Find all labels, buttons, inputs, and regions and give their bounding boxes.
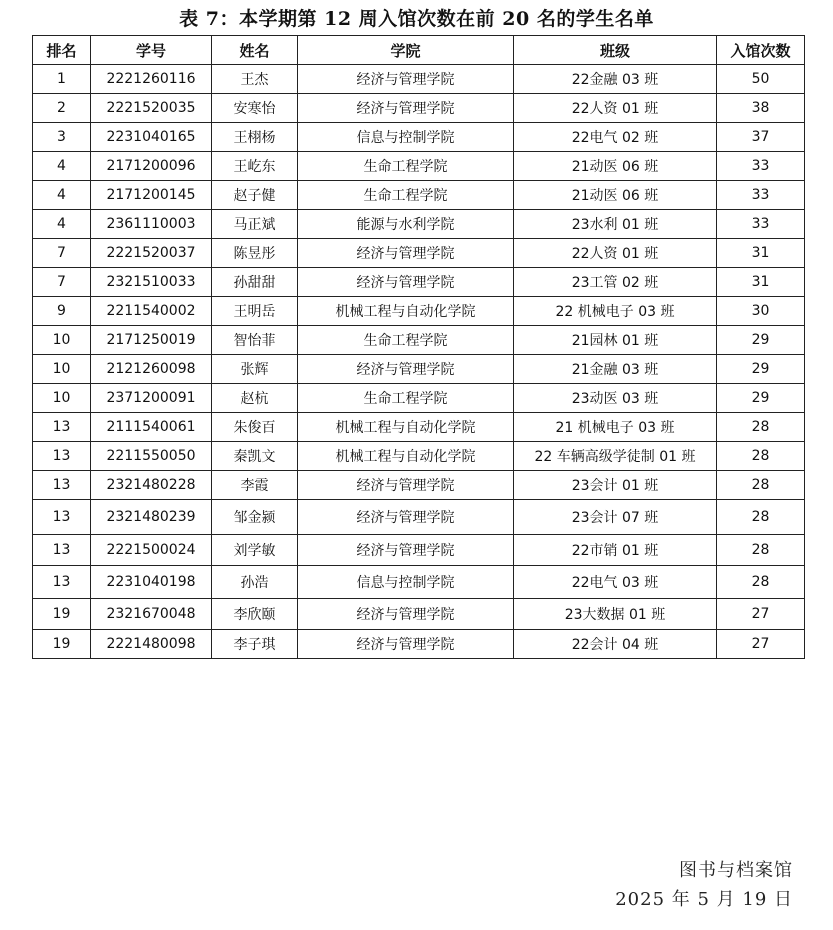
table-row bbox=[33, 384, 805, 413]
cell-rank: 3 bbox=[33, 123, 91, 152]
cell-name: 秦凯文 bbox=[212, 442, 298, 471]
cell-name: 朱俊百 bbox=[212, 413, 298, 442]
cell-visit-count: 28 bbox=[717, 442, 805, 471]
table-row bbox=[33, 442, 805, 471]
cell-class: 23大数据 01 班 bbox=[514, 599, 717, 630]
header-class: 班级 bbox=[514, 36, 717, 65]
cell-name: 王明岳 bbox=[212, 297, 298, 326]
cell-college: 机械工程与自动化学院 bbox=[298, 442, 514, 471]
table-row bbox=[33, 65, 805, 94]
header-student-id: 学号 bbox=[91, 36, 212, 65]
cell-student-id: 2221520037 bbox=[91, 239, 212, 268]
cell-class: 23工管 02 班 bbox=[514, 268, 717, 297]
header-visit-count: 入馆次数 bbox=[717, 36, 805, 65]
cell-college: 经济与管理学院 bbox=[298, 65, 514, 94]
table-row bbox=[33, 152, 805, 181]
cell-class: 23会计 07 班 bbox=[514, 500, 717, 535]
cell-student-id: 2221520035 bbox=[91, 94, 212, 123]
cell-visit-count: 29 bbox=[717, 384, 805, 413]
cell-rank: 13 bbox=[33, 442, 91, 471]
cell-class: 22市销 01 班 bbox=[514, 535, 717, 566]
cell-name: 安寒怡 bbox=[212, 94, 298, 123]
cell-student-id: 2221500024 bbox=[91, 535, 212, 566]
table-row bbox=[33, 471, 805, 500]
cell-student-id: 2211540002 bbox=[91, 297, 212, 326]
student-ranking-table bbox=[32, 35, 805, 659]
cell-name: 邹金颍 bbox=[212, 500, 298, 535]
cell-college: 生命工程学院 bbox=[298, 181, 514, 210]
table-row bbox=[33, 268, 805, 297]
cell-college: 生命工程学院 bbox=[298, 152, 514, 181]
cell-college: 生命工程学院 bbox=[298, 384, 514, 413]
cell-visit-count: 33 bbox=[717, 181, 805, 210]
cell-student-id: 2321480228 bbox=[91, 471, 212, 500]
cell-name: 李子琪 bbox=[212, 630, 298, 659]
cell-visit-count: 31 bbox=[717, 268, 805, 297]
cell-rank: 19 bbox=[33, 599, 91, 630]
cell-name: 刘学敏 bbox=[212, 535, 298, 566]
cell-class: 22电气 02 班 bbox=[514, 123, 717, 152]
table-row bbox=[33, 355, 805, 384]
cell-student-id: 2221480098 bbox=[91, 630, 212, 659]
cell-student-id: 2171200145 bbox=[91, 181, 212, 210]
cell-class: 21 机械电子 03 班 bbox=[514, 413, 717, 442]
cell-name: 智怡菲 bbox=[212, 326, 298, 355]
cell-visit-count: 29 bbox=[717, 355, 805, 384]
cell-college: 经济与管理学院 bbox=[298, 630, 514, 659]
cell-class: 23会计 01 班 bbox=[514, 471, 717, 500]
cell-class: 21园林 01 班 bbox=[514, 326, 717, 355]
cell-name: 孙甜甜 bbox=[212, 268, 298, 297]
cell-college: 信息与控制学院 bbox=[298, 123, 514, 152]
cell-rank: 4 bbox=[33, 152, 91, 181]
cell-college: 机械工程与自动化学院 bbox=[298, 297, 514, 326]
cell-rank: 7 bbox=[33, 239, 91, 268]
cell-rank: 13 bbox=[33, 535, 91, 566]
cell-rank: 10 bbox=[33, 384, 91, 413]
cell-class: 22金融 03 班 bbox=[514, 65, 717, 94]
cell-college: 信息与控制学院 bbox=[298, 566, 514, 599]
table-row bbox=[33, 210, 805, 239]
cell-student-id: 2321670048 bbox=[91, 599, 212, 630]
cell-class: 23动医 03 班 bbox=[514, 384, 717, 413]
table-row bbox=[33, 297, 805, 326]
cell-class: 21动医 06 班 bbox=[514, 181, 717, 210]
cell-class: 21动医 06 班 bbox=[514, 152, 717, 181]
cell-student-id: 2211550050 bbox=[91, 442, 212, 471]
cell-rank: 7 bbox=[33, 268, 91, 297]
cell-name: 赵杭 bbox=[212, 384, 298, 413]
cell-student-id: 2371200091 bbox=[91, 384, 212, 413]
cell-name: 王栩杨 bbox=[212, 123, 298, 152]
cell-rank: 10 bbox=[33, 355, 91, 384]
cell-rank: 13 bbox=[33, 471, 91, 500]
table-row bbox=[33, 500, 805, 535]
cell-class: 22 车辆高级学徒制 01 班 bbox=[514, 442, 717, 471]
table-row bbox=[33, 599, 805, 630]
cell-class: 22电气 03 班 bbox=[514, 566, 717, 599]
cell-name: 孙浩 bbox=[212, 566, 298, 599]
cell-name: 赵子健 bbox=[212, 181, 298, 210]
cell-student-id: 2221260116 bbox=[91, 65, 212, 94]
cell-name: 马正斌 bbox=[212, 210, 298, 239]
cell-visit-count: 31 bbox=[717, 239, 805, 268]
cell-visit-count: 28 bbox=[717, 413, 805, 442]
cell-rank: 1 bbox=[33, 65, 91, 94]
cell-visit-count: 27 bbox=[717, 630, 805, 659]
cell-name: 李霞 bbox=[212, 471, 298, 500]
cell-class: 22会计 04 班 bbox=[514, 630, 717, 659]
cell-visit-count: 38 bbox=[717, 94, 805, 123]
table-row bbox=[33, 123, 805, 152]
cell-student-id: 2171250019 bbox=[91, 326, 212, 355]
cell-name: 王杰 bbox=[212, 65, 298, 94]
cell-college: 经济与管理学院 bbox=[298, 355, 514, 384]
cell-name: 张辉 bbox=[212, 355, 298, 384]
cell-visit-count: 29 bbox=[717, 326, 805, 355]
cell-name: 李欣颐 bbox=[212, 599, 298, 630]
cell-visit-count: 28 bbox=[717, 500, 805, 535]
cell-college: 生命工程学院 bbox=[298, 326, 514, 355]
table-body bbox=[33, 65, 805, 659]
cell-class: 23水利 01 班 bbox=[514, 210, 717, 239]
cell-student-id: 2361110003 bbox=[91, 210, 212, 239]
cell-college: 能源与水利学院 bbox=[298, 210, 514, 239]
table-row bbox=[33, 181, 805, 210]
cell-visit-count: 30 bbox=[717, 297, 805, 326]
cell-college: 经济与管理学院 bbox=[298, 535, 514, 566]
cell-class: 21金融 03 班 bbox=[514, 355, 717, 384]
cell-visit-count: 50 bbox=[717, 65, 805, 94]
header-rank: 排名 bbox=[33, 36, 91, 65]
cell-rank: 13 bbox=[33, 413, 91, 442]
cell-visit-count: 28 bbox=[717, 471, 805, 500]
cell-student-id: 2231040165 bbox=[91, 123, 212, 152]
cell-college: 经济与管理学院 bbox=[298, 599, 514, 630]
cell-visit-count: 27 bbox=[717, 599, 805, 630]
cell-student-id: 2321510033 bbox=[91, 268, 212, 297]
table-row bbox=[33, 535, 805, 566]
cell-college: 机械工程与自动化学院 bbox=[298, 413, 514, 442]
cell-student-id: 2111540061 bbox=[91, 413, 212, 442]
cell-name: 王屹东 bbox=[212, 152, 298, 181]
cell-college: 经济与管理学院 bbox=[298, 471, 514, 500]
footer-department: 图书与档案馆 bbox=[679, 860, 793, 881]
table-row bbox=[33, 239, 805, 268]
cell-rank: 13 bbox=[33, 500, 91, 535]
cell-student-id: 2321480239 bbox=[91, 500, 212, 535]
cell-college: 经济与管理学院 bbox=[298, 500, 514, 535]
cell-rank: 13 bbox=[33, 566, 91, 599]
cell-visit-count: 33 bbox=[717, 210, 805, 239]
header-college: 学院 bbox=[298, 36, 514, 65]
table-header-row bbox=[33, 36, 805, 65]
cell-class: 22 机械电子 03 班 bbox=[514, 297, 717, 326]
cell-visit-count: 28 bbox=[717, 566, 805, 599]
cell-rank: 19 bbox=[33, 630, 91, 659]
table-row bbox=[33, 326, 805, 355]
header-name: 姓名 bbox=[212, 36, 298, 65]
cell-name: 陈昱彤 bbox=[212, 239, 298, 268]
table-row bbox=[33, 413, 805, 442]
cell-rank: 9 bbox=[33, 297, 91, 326]
cell-class: 22人资 01 班 bbox=[514, 94, 717, 123]
cell-class: 22人资 01 班 bbox=[514, 239, 717, 268]
footer-date: 2025 年 5 月 19 日 bbox=[615, 889, 793, 910]
cell-visit-count: 28 bbox=[717, 535, 805, 566]
table-row bbox=[33, 94, 805, 123]
cell-student-id: 2121260098 bbox=[91, 355, 212, 384]
cell-college: 经济与管理学院 bbox=[298, 268, 514, 297]
cell-student-id: 2231040198 bbox=[91, 566, 212, 599]
cell-rank: 2 bbox=[33, 94, 91, 123]
cell-college: 经济与管理学院 bbox=[298, 94, 514, 123]
cell-rank: 4 bbox=[33, 210, 91, 239]
cell-rank: 10 bbox=[33, 326, 91, 355]
cell-visit-count: 33 bbox=[717, 152, 805, 181]
cell-visit-count: 37 bbox=[717, 123, 805, 152]
table-row bbox=[33, 566, 805, 599]
cell-student-id: 2171200096 bbox=[91, 152, 212, 181]
cell-college: 经济与管理学院 bbox=[298, 239, 514, 268]
cell-rank: 4 bbox=[33, 181, 91, 210]
page-title: 表 7：本学期第 12 周入馆次数在前 20 名的学生名单 bbox=[179, 8, 654, 30]
table-row bbox=[33, 630, 805, 659]
